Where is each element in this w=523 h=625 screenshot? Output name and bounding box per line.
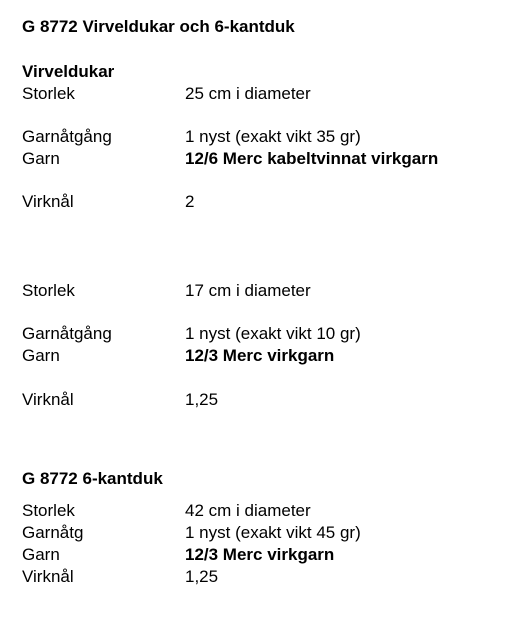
hook-label: Virknål bbox=[22, 390, 74, 409]
yarn-value: 12/3 Merc virkgarn bbox=[185, 545, 335, 564]
yarn-amount-label: Garnåtg bbox=[22, 523, 84, 542]
size-label: Storlek bbox=[22, 84, 75, 103]
yarn-value: 12/6 Merc kabeltvinnat virkgarn bbox=[185, 149, 439, 168]
yarn-value: 12/3 Merc virkgarn bbox=[185, 346, 335, 365]
size-value: 17 cm i diameter bbox=[185, 281, 311, 300]
hook-value: 1,25 bbox=[185, 390, 219, 409]
size-label: Storlek bbox=[22, 501, 75, 520]
size-label: Storlek bbox=[22, 281, 75, 300]
yarn-amount-label: Garnåtgång bbox=[22, 127, 112, 146]
yarn-amount-value: 1 nyst (exakt vikt 35 gr) bbox=[185, 127, 361, 146]
yarn-label: Garn bbox=[22, 346, 60, 365]
yarn-amount-value: 1 nyst (exakt vikt 45 gr) bbox=[185, 523, 361, 542]
page-title: G 8772 Virveldukar och 6-kantduk bbox=[22, 17, 295, 36]
hook-value: 2 bbox=[185, 192, 195, 211]
size-value: 42 cm i diameter bbox=[185, 501, 311, 520]
hook-label: Virknål bbox=[22, 192, 74, 211]
section-heading-6-kantduk: G 8772 6-kantduk bbox=[22, 469, 163, 488]
hook-value: 1,25 bbox=[185, 567, 219, 586]
yarn-amount-label: Garnåtgång bbox=[22, 324, 112, 343]
yarn-label: Garn bbox=[22, 545, 60, 564]
section-heading-virveldukar: Virveldukar bbox=[22, 62, 115, 81]
yarn-amount-value: 1 nyst (exakt vikt 10 gr) bbox=[185, 324, 361, 343]
hook-label: Virknål bbox=[22, 567, 74, 586]
size-value: 25 cm i diameter bbox=[185, 84, 311, 103]
yarn-label: Garn bbox=[22, 149, 60, 168]
